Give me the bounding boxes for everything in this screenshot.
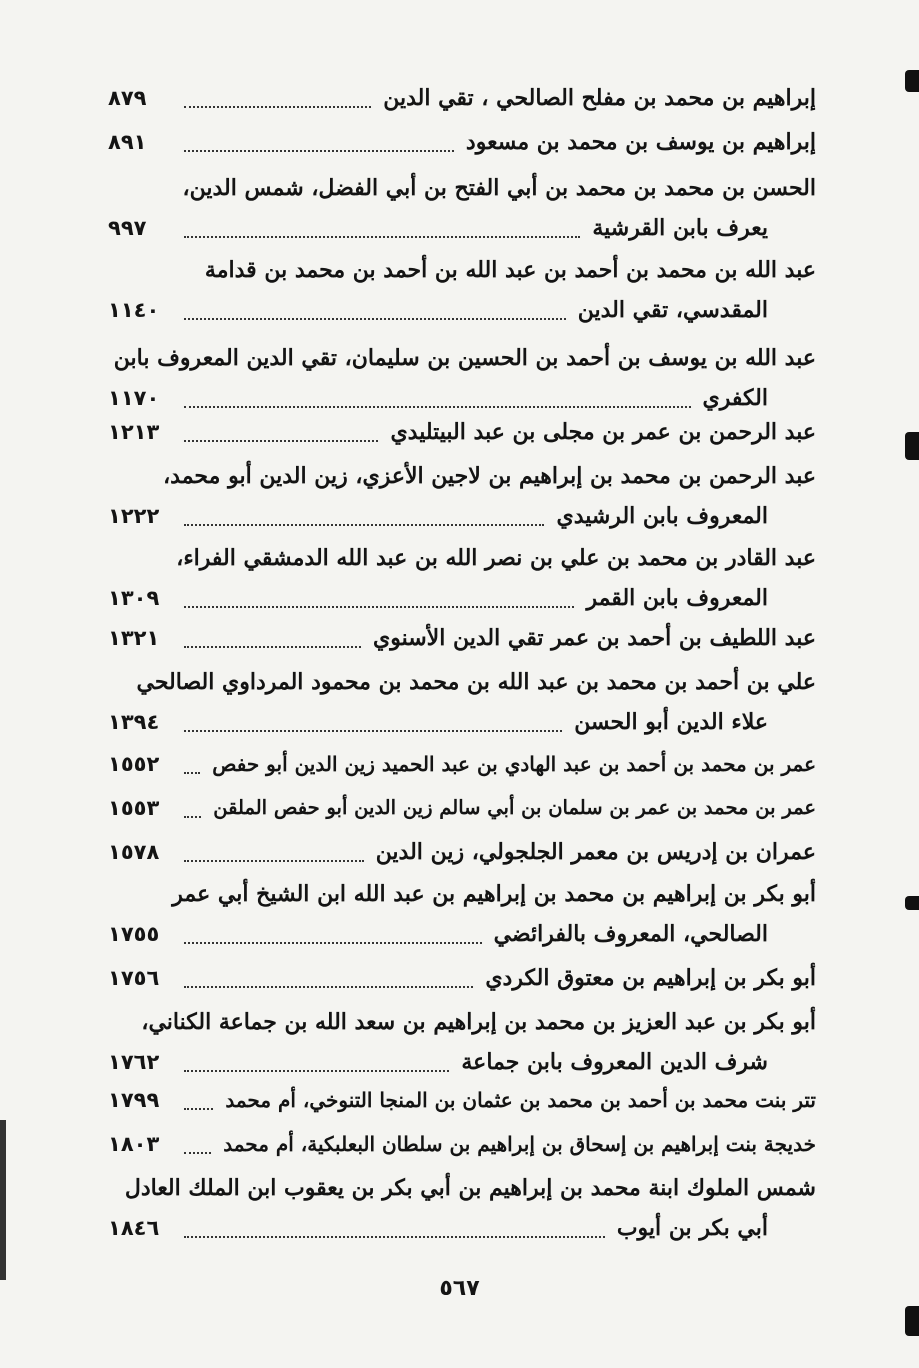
- entry-page-number: ١٥٥٢: [108, 752, 160, 776]
- entry-line: [100, 832, 816, 872]
- index-entry: [100, 618, 816, 658]
- dot-leader: [184, 1108, 213, 1110]
- dot-leader: [184, 646, 361, 648]
- entry-page-number: ٩٩٧: [108, 216, 147, 240]
- dot-leader: [184, 860, 364, 862]
- dot-leader: [184, 1152, 211, 1154]
- entry-line: [100, 338, 816, 378]
- dot-leader: [184, 524, 544, 526]
- entry-page-number: ١٥٥٣: [108, 796, 160, 820]
- entry-text: إبراهيم بن يوسف بن محمد بن مسعود: [465, 129, 816, 155]
- entry-text: عبد الله بن يوسف بن أحمد بن الحسين بن سليمان، تقي الدين المعروف بابن: [113, 345, 816, 371]
- index-entry: [100, 662, 816, 742]
- entry-line: [100, 788, 816, 828]
- scan-edge: [0, 1120, 6, 1280]
- entry-line: [100, 874, 816, 914]
- index-entry: [100, 412, 816, 452]
- entry-line: [100, 250, 816, 290]
- index-entry: [100, 1168, 816, 1248]
- dot-leader: [184, 1070, 449, 1072]
- thumb-index-mark: [905, 70, 919, 92]
- entry-continuation-line: [100, 702, 816, 742]
- entry-line: [100, 456, 816, 496]
- entry-text: الكفري: [702, 385, 768, 411]
- index-entry: [100, 538, 816, 618]
- index-entry: [100, 122, 816, 162]
- dot-leader: [184, 236, 580, 238]
- index-page: [100, 78, 816, 1338]
- entry-page-number: ١٣٢١: [108, 626, 160, 650]
- entry-text: الحسن بن محمد بن محمد بن أبي الفتح بن أبي الفضل، شمس الدين،: [182, 175, 816, 201]
- index-entry: [100, 250, 816, 330]
- entry-page-number: ١٣٩٤: [108, 710, 160, 734]
- entry-text: المعروف بابن الرشيدي: [556, 503, 768, 529]
- dot-leader: [184, 986, 473, 988]
- index-entry: [100, 832, 816, 872]
- entry-text: عمر بن محمد بن أحمد بن عبد الهادي بن عبد الحميد زين الدين أبو حفص: [212, 752, 816, 776]
- index-entry: [100, 338, 816, 418]
- entry-page-number: ١٧٩٩: [108, 1088, 160, 1112]
- dot-leader: [184, 106, 371, 108]
- entry-line: [100, 538, 816, 578]
- entry-line: [100, 958, 816, 998]
- dot-leader: [184, 730, 562, 732]
- entry-text: الصالحي، المعروف بالفرائضي: [493, 921, 768, 947]
- entry-text: خديجة بنت إبراهيم بن إسحاق بن إبراهيم بن سلطان البعلبكية، أم محمد: [223, 1132, 816, 1156]
- entry-line: [100, 662, 816, 702]
- entry-text: يعرف بابن القرشية: [592, 215, 768, 241]
- index-entry: [100, 1080, 816, 1120]
- entry-text: علاء الدين أبو الحسن: [574, 709, 768, 735]
- entry-text: المقدسي، تقي الدين: [577, 297, 768, 323]
- dot-leader: [184, 816, 201, 818]
- entry-text: عبد الرحمن بن محمد بن إبراهيم بن لاجين الأعزي، زين الدين أبو محمد،: [163, 463, 816, 489]
- entry-line: [100, 744, 816, 784]
- entry-page-number: ١٨٠٣: [108, 1132, 160, 1156]
- index-entry: [100, 456, 816, 536]
- dot-leader: [184, 150, 454, 152]
- entry-line: [100, 618, 816, 658]
- entry-text: أبي بكر بن أيوب: [616, 1215, 768, 1241]
- entry-page-number: ١٧٦٢: [108, 1050, 160, 1074]
- entry-page-number: ١٥٧٨: [108, 840, 160, 864]
- index-entry: [100, 958, 816, 998]
- entry-text: تتر بنت محمد بن أحمد بن محمد بن عثمان بن المنجا التنوخي، أم محمد: [225, 1088, 816, 1112]
- entry-page-number: ١٢٢٢: [108, 504, 160, 528]
- dot-leader: [184, 1236, 605, 1238]
- entry-text: شمس الملوك ابنة محمد بن إبراهيم بن أبي بكر بن يعقوب ابن الملك العادل: [124, 1175, 816, 1201]
- entry-text: شرف الدين المعروف بابن جماعة: [461, 1049, 768, 1075]
- entry-page-number: ١١٧٠: [108, 386, 160, 410]
- entry-continuation-line: [100, 1208, 816, 1248]
- index-entry: [100, 788, 816, 828]
- entry-page-number: ١٣٠٩: [108, 586, 160, 610]
- entry-page-number: ١١٤٠: [108, 298, 160, 322]
- entry-line: [100, 1002, 816, 1042]
- index-entry: [100, 1124, 816, 1164]
- page-number: ٥٦٧: [439, 1276, 480, 1301]
- entry-page-number: ١٢١٣: [108, 420, 160, 444]
- entry-continuation-line: [100, 578, 816, 618]
- entry-page-number: ١٧٥٥: [108, 922, 160, 946]
- dot-leader: [184, 318, 566, 320]
- dot-leader: [184, 772, 200, 774]
- entry-line: [100, 1168, 816, 1208]
- dot-leader: [184, 406, 691, 408]
- entry-page-number: ٨٧٩: [108, 86, 147, 110]
- entry-continuation-line: [100, 290, 816, 330]
- entry-continuation-line: [100, 208, 816, 248]
- entry-text: إبراهيم بن محمد بن مفلح الصالحي ، تقي الدين: [383, 85, 816, 111]
- entry-line: [100, 122, 816, 162]
- entry-page-number: ١٧٥٦: [108, 966, 160, 990]
- entry-text: المعروف بابن القمر: [586, 585, 768, 611]
- entry-text: عبد الله بن محمد بن أحمد بن عبد الله بن أحمد بن محمد بن قدامة: [204, 257, 816, 283]
- entry-line: [100, 1124, 816, 1164]
- thumb-index-mark: [905, 1306, 919, 1336]
- dot-leader: [184, 942, 482, 944]
- entry-text: عبد الرحمن بن عمر بن مجلى بن عبد البيتليدي: [390, 419, 816, 445]
- entry-text: عمر بن محمد بن عمر بن سلمان بن أبي سالم زين الدين أبو حفص الملقن: [213, 796, 816, 819]
- index-entry: [100, 168, 816, 248]
- index-entry: [100, 874, 816, 954]
- entry-line: [100, 412, 816, 452]
- index-entry: [100, 78, 816, 118]
- entry-text: أبو بكر بن إبراهيم بن معتوق الكردي: [485, 965, 816, 991]
- entry-text: عبد القادر بن محمد بن علي بن نصر الله بن عبد الله الدمشقي الفراء،: [176, 545, 816, 571]
- entry-text: أبو بكر بن إبراهيم بن محمد بن إبراهيم بن عبد الله ابن الشيخ أبي عمر: [172, 881, 816, 907]
- entry-continuation-line: [100, 496, 816, 536]
- entry-page-number: ١٨٤٦: [108, 1216, 160, 1240]
- entry-text: عمران بن إدريس بن معمر الجلجولي، زين الدين: [375, 839, 816, 865]
- entry-text: علي بن أحمد بن محمد بن عبد الله بن محمد بن محمود المرداوي الصالحي: [136, 669, 816, 695]
- entry-continuation-line: [100, 1042, 816, 1082]
- index-entry: [100, 1002, 816, 1082]
- entry-line: [100, 1080, 816, 1120]
- entry-text: أبو بكر بن عبد العزيز بن محمد بن إبراهيم بن سعد الله بن جماعة الكناني،: [141, 1009, 816, 1035]
- entry-continuation-line: [100, 914, 816, 954]
- thumb-index-mark: [905, 896, 919, 910]
- dot-leader: [184, 606, 574, 608]
- entry-line: [100, 78, 816, 118]
- entry-page-number: ٨٩١: [108, 130, 147, 154]
- dot-leader: [184, 440, 378, 442]
- entry-line: [100, 168, 816, 208]
- entry-text: عبد اللطيف بن أحمد بن عمر تقي الدين الأسنوي: [373, 625, 816, 651]
- index-entry: [100, 744, 816, 784]
- thumb-index-mark: [905, 432, 919, 460]
